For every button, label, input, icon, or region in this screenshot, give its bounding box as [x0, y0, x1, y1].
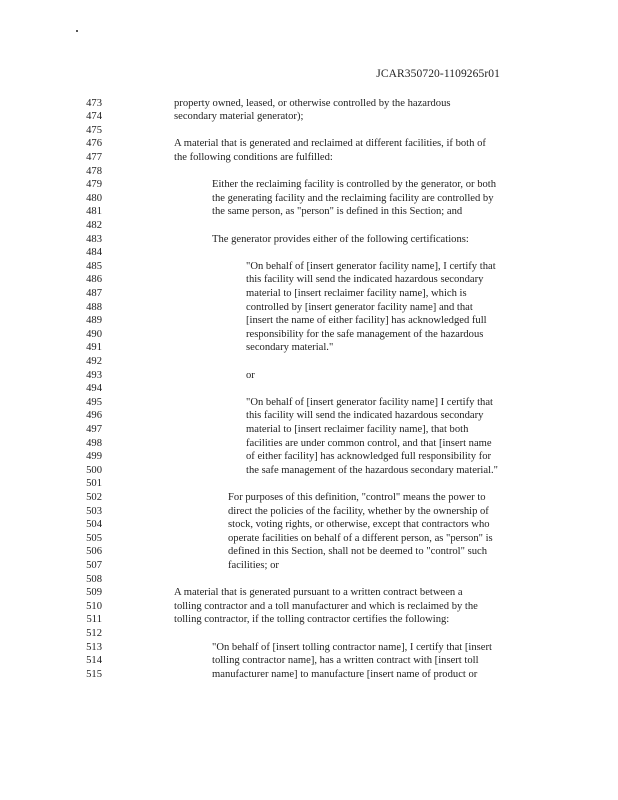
text-line: [0, 301, 618, 315]
text-line: [0, 341, 618, 355]
text-line: [0, 545, 618, 559]
line-number: 499: [86, 451, 102, 463]
line-text: operate facilities on behalf of a different person, as "person" is: [228, 532, 493, 544]
line-number: 480: [86, 192, 102, 204]
text-line: [0, 382, 618, 396]
line-number: 481: [86, 206, 102, 218]
scan-speck: [76, 30, 78, 32]
line-number: 487: [86, 287, 102, 299]
text-line: [0, 450, 618, 464]
line-number: 496: [86, 410, 102, 422]
text-line: [0, 233, 618, 247]
text-line: [0, 273, 618, 287]
text-line: [0, 219, 618, 233]
text-line: [0, 532, 618, 546]
line-text: the safe management of the hazardous secondary material.": [246, 464, 498, 476]
line-number: 474: [86, 111, 102, 123]
text-line: [0, 314, 618, 328]
line-number: 501: [86, 478, 102, 490]
line-text: of either facility] has acknowledged full responsibility for: [246, 451, 492, 463]
line-text: secondary material generator);: [174, 111, 304, 123]
text-line: [0, 110, 618, 124]
line-number: 513: [86, 641, 102, 653]
line-number: 514: [86, 655, 102, 667]
line-text: direct the policies of the facility, whether by the ownership of: [228, 505, 489, 517]
line-text: facilities are under common control, and that [insert name: [246, 437, 492, 449]
text-line: [0, 328, 618, 342]
text-line: [0, 505, 618, 519]
line-text: defined in this Section, shall not be deemed to "control" such: [228, 546, 488, 558]
line-text: stock, voting rights, or otherwise, except that contractors who: [228, 519, 490, 531]
line-text: The generator provides either of the following certifications:: [212, 233, 469, 245]
line-number: 507: [86, 559, 102, 571]
text-line: [0, 423, 618, 437]
line-text: the following conditions are fulfilled:: [174, 151, 333, 163]
text-line: [0, 355, 618, 369]
line-text: material to [insert reclaimer facility name], that both: [246, 423, 469, 435]
line-number: 473: [86, 97, 102, 109]
line-number: 492: [86, 355, 102, 367]
text-line: [0, 192, 618, 206]
line-text: For purposes of this definition, "control" means the power to: [228, 491, 486, 503]
line-text: tolling contractor and a toll manufacturer and which is reclaimed by the: [174, 600, 478, 612]
text-line: [0, 437, 618, 451]
text-line: [0, 165, 618, 179]
line-number: 498: [86, 437, 102, 449]
line-text: property owned, leased, or otherwise controlled by the hazardous: [174, 97, 451, 109]
line-text: the same person, as "person" is defined in this Section; and: [212, 206, 463, 218]
line-text: the generating facility and the reclaiming facility are controlled by: [212, 192, 494, 204]
text-line: [0, 668, 618, 682]
text-line: [0, 369, 618, 383]
line-number: 503: [86, 505, 102, 517]
text-line: [0, 409, 618, 423]
line-number: 506: [86, 546, 102, 558]
line-text: Either the reclaiming facility is controlled by the generator, or both: [212, 179, 497, 191]
text-line: [0, 396, 618, 410]
line-text: "On behalf of [insert generator facility name] I certify that: [246, 396, 493, 408]
line-number: 490: [86, 328, 102, 340]
text-line: [0, 260, 618, 274]
text-line: [0, 654, 618, 668]
text-line: [0, 477, 618, 491]
text-line: [0, 124, 618, 138]
line-number: 478: [86, 165, 102, 177]
line-number: 485: [86, 260, 102, 272]
text-line: [0, 246, 618, 260]
line-number: 512: [86, 627, 102, 639]
line-number: 491: [86, 342, 102, 354]
text-line: [0, 600, 618, 614]
line-number: 495: [86, 396, 102, 408]
line-number: 489: [86, 315, 102, 327]
text-line: [0, 287, 618, 301]
line-text: tolling contractor, if the tolling contractor certifies the following:: [174, 614, 450, 626]
text-line: [0, 586, 618, 600]
text-line: [0, 464, 618, 478]
text-line: [0, 97, 618, 111]
line-number: 475: [86, 124, 102, 136]
line-text: [insert the name of either facility] has acknowledged full: [246, 315, 487, 327]
text-line: [0, 205, 618, 219]
text-line: [0, 137, 618, 151]
document-id-header: JCAR350720-1109265r01: [376, 68, 500, 80]
text-line: [0, 151, 618, 165]
line-text: A material that is generated pursuant to a written contract between a: [174, 587, 463, 599]
line-number: 505: [86, 532, 102, 544]
line-text: tolling contractor name], has a written contract with [insert toll: [212, 655, 479, 667]
line-number: 500: [86, 464, 102, 476]
line-number: 511: [86, 614, 102, 626]
text-line: [0, 518, 618, 532]
text-line: [0, 613, 618, 627]
text-line: [0, 627, 618, 641]
line-number: 493: [86, 369, 102, 381]
line-text: this facility will send the indicated hazardous secondary: [246, 410, 484, 422]
line-text: manufacturer name] to manufacture [insert name of product or: [212, 668, 478, 680]
line-text: "On behalf of [insert tolling contractor name], I certify that [insert: [212, 641, 492, 653]
line-number: 509: [86, 587, 102, 599]
line-number: 515: [86, 668, 102, 680]
line-number: 497: [86, 423, 102, 435]
line-number: 486: [86, 274, 102, 286]
line-number: 494: [86, 383, 102, 395]
line-text: this facility will send the indicated hazardous secondary: [246, 274, 484, 286]
text-line: [0, 573, 618, 587]
line-number: 504: [86, 519, 102, 531]
line-number: 502: [86, 491, 102, 503]
line-text: facilities; or: [228, 559, 279, 571]
line-number: 482: [86, 219, 102, 231]
line-text: material to [insert reclaimer facility name], which is: [246, 287, 467, 299]
line-number: 488: [86, 301, 102, 313]
line-text: controlled by [insert generator facility name] and that: [246, 301, 473, 313]
line-text: secondary material.": [246, 342, 334, 354]
line-number: 477: [86, 151, 102, 163]
line-number: 508: [86, 573, 102, 585]
text-line: [0, 559, 618, 573]
line-text: responsibility for the safe management of the hazardous: [246, 328, 484, 340]
line-number: 476: [86, 138, 102, 150]
line-text: "On behalf of [insert generator facility name], I certify that: [246, 260, 496, 272]
line-number: 479: [86, 179, 102, 191]
line-text: A material that is generated and reclaimed at different facilities, if both of: [174, 138, 486, 150]
line-text: or: [246, 369, 255, 381]
line-number: 510: [86, 600, 102, 612]
text-line: [0, 641, 618, 655]
line-number: 484: [86, 247, 102, 259]
text-line: [0, 491, 618, 505]
line-number: 483: [86, 233, 102, 245]
text-line: [0, 178, 618, 192]
